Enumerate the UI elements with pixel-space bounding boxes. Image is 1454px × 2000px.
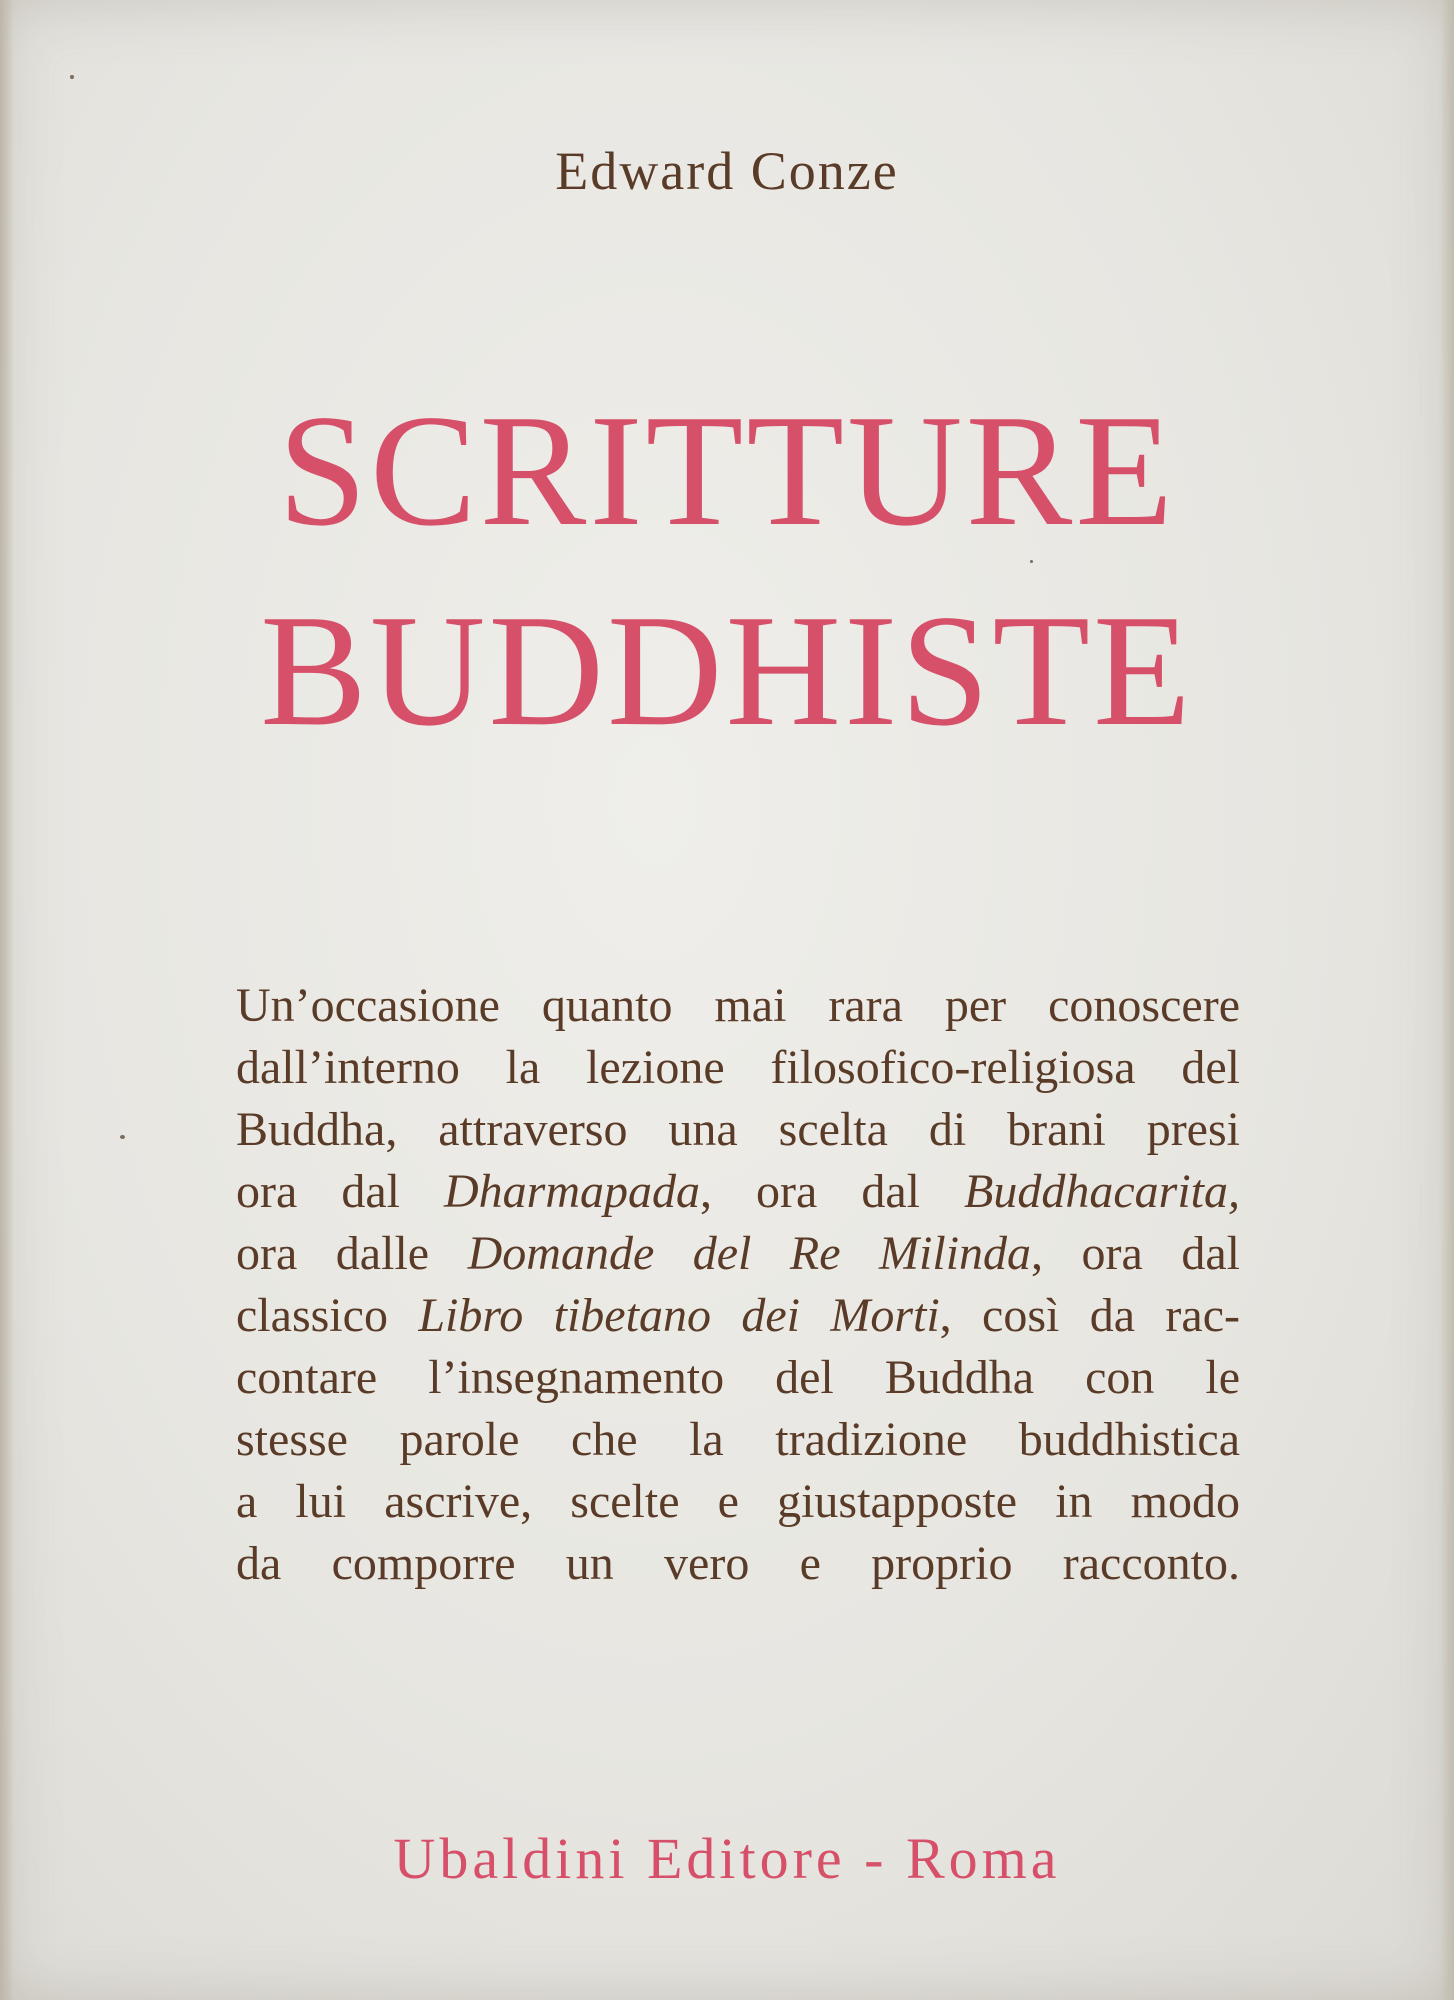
paper-speck [120,1135,125,1139]
blurb-line [236,1099,1240,1161]
blurb-line [236,1409,1240,1471]
paper-speck [70,75,74,79]
description-blurb [236,975,1240,1595]
blurb-line [236,1285,1240,1347]
blurb-italic-title: Dharmapada [443,1165,700,1218]
blurb-line [236,1533,1240,1595]
paper-speck [1030,560,1033,563]
blurb-line [236,1471,1240,1533]
blurb-text: Buddha, attraverso una scelta di brani presi [236,1103,1240,1156]
blurb-line [236,1161,1240,1223]
title-line-2: BUDDHISTE [260,581,1194,759]
blurb-line [236,975,1240,1037]
blurb-line [236,1223,1240,1285]
blurb-line [236,1037,1240,1099]
publisher-imprint: Ubaldini Editore - Roma [393,1826,1061,1891]
blurb-text: stesse parole che la tradizione buddhistica [236,1413,1240,1466]
cover-right-edge [1440,0,1454,2000]
blurb-text: , ora dal [1031,1227,1241,1280]
cover-left-edge [0,0,14,2000]
blurb-text: , così da rac- [939,1289,1240,1342]
blurb-text: contare l’insegnamento del Buddha con le [236,1351,1240,1404]
blurb-text: dall’interno la lezione filosofico-religiosa del [236,1041,1240,1094]
blurb-italic-title: Domande del Re Milinda [467,1227,1032,1280]
blurb-text: a lui ascrive, scelte e giustapposte in modo [236,1475,1240,1528]
blurb-text: , ora dal [700,1165,965,1218]
blurb-italic-title: Buddhacarita, [964,1165,1240,1218]
title-line-1: SCRITTURE [277,381,1177,559]
blurb-italic-title: Libro tibetano dei Morti [418,1289,940,1342]
blurb-text: classico [236,1289,419,1342]
blurb-text: ora dalle [236,1227,468,1280]
author-name: Edward Conze [555,141,899,201]
blurb-line [236,1347,1240,1409]
blurb-text: ora dal [236,1165,444,1218]
blurb-text: Un’occasione quanto mai rara per conoscere [236,979,1240,1032]
blurb-text: da comporre un vero e proprio racconto. [236,1537,1240,1590]
